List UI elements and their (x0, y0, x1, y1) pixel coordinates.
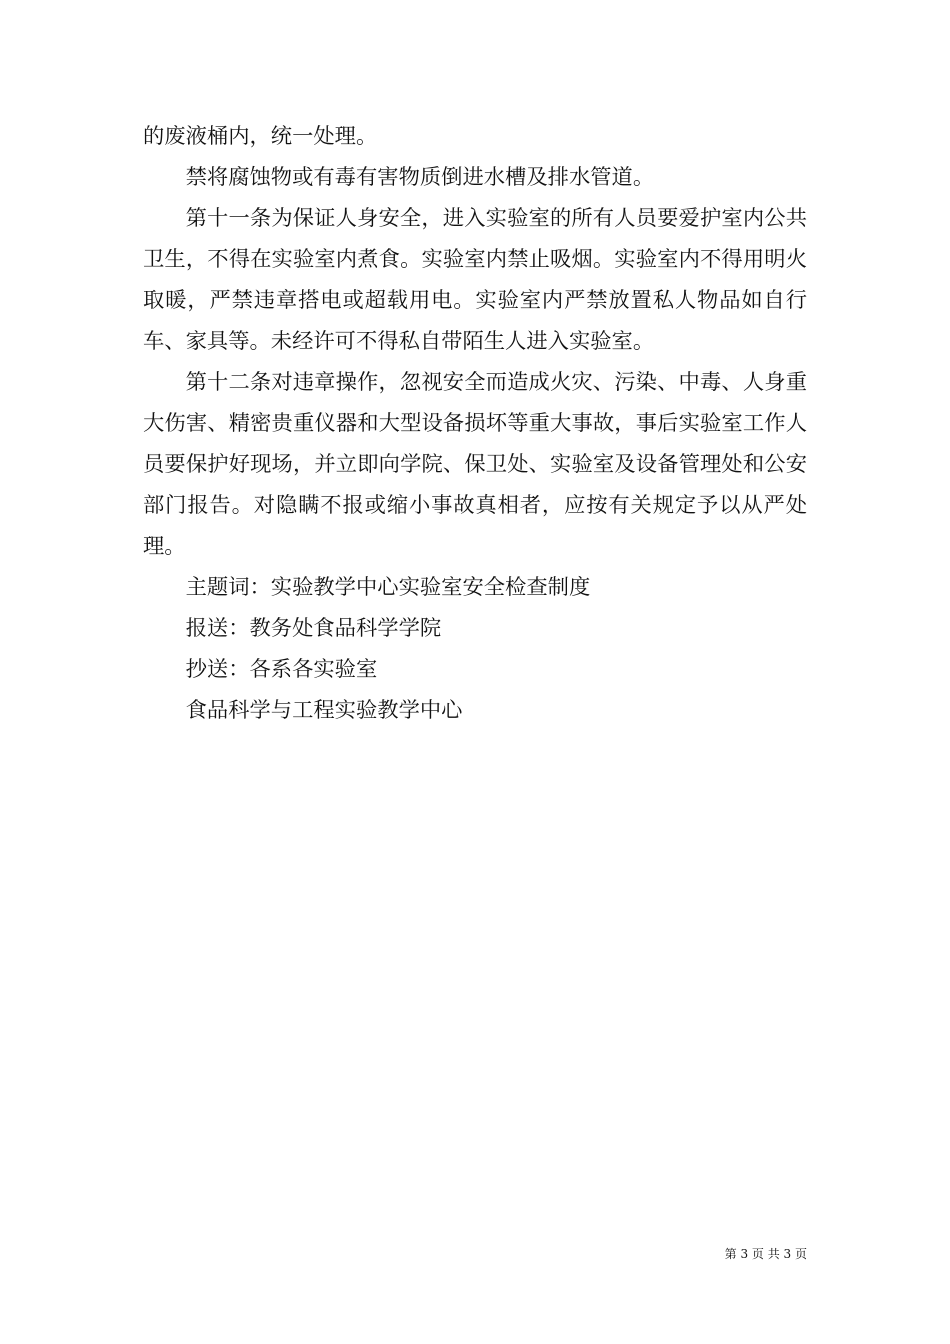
paragraph-article-11: 第十一条为保证人身安全，进入实验室的所有人员要爱护室内公共卫生，不得在实验室内煮食。实验室内禁止吸烟。实验室内不得用明火取暖，严禁违章搭电或超载用电。实验室内严禁放置私人物品如自行车、家具等。未经许可不得私自带陌生人进入实验室。 (143, 206, 807, 354)
document-body (143, 116, 807, 731)
report-to: 报送：教务处食品科学学院 (185, 616, 442, 641)
page-number-footer: 第 3 页 共 3 页 (724, 1247, 807, 1261)
copy-to: 抄送：各系各实验室 (185, 657, 378, 682)
paragraph-article-12: 第十二条对违章操作，忽视安全而造成火灾、污染、中毒、人身重大伤害、精密贵重仪器和大型设备损坏等重大事故，事后实验室工作人员要保护好现场，并立即向学院、保卫处、实验室及设备管理处和公安部门报告。对隐瞒不报或缩小事故真相者，应按有关规定予以从严处理。 (143, 370, 807, 559)
subject-keywords: 主题词：实验教学中心实验室安全检查制度 (185, 575, 591, 600)
paragraph-continuation: 的废液桶内，统一处理。 (143, 124, 378, 149)
paragraph-disposal-rule: 禁将腐蚀物或有毒有害物质倒进水槽及排水管道。 (185, 165, 655, 190)
issuing-organization: 食品科学与工程实验教学中心 (185, 698, 463, 723)
